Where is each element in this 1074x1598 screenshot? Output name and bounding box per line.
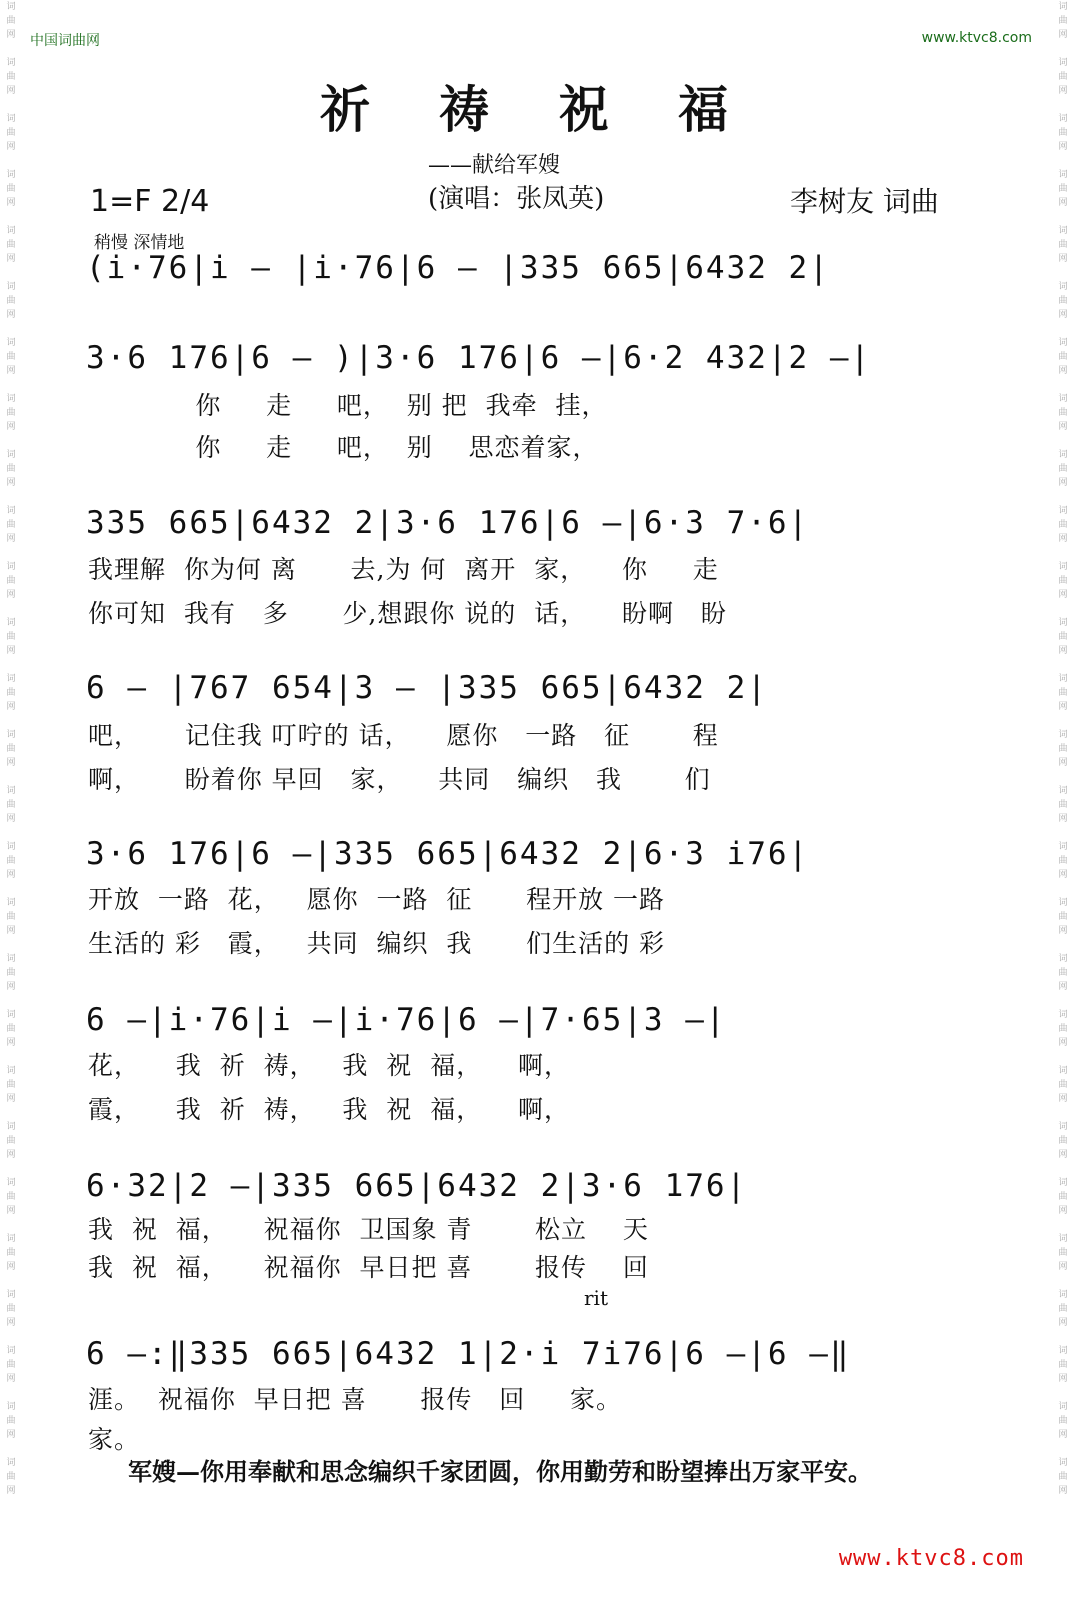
side-watermark-mark: 词 曲 网	[6, 282, 16, 320]
side-watermark-mark: 词 曲 网	[1058, 1122, 1068, 1160]
lyric-line-4a: 吧， 记住我 叮咛的 话， 愿你 一路 征 程	[88, 721, 719, 750]
side-watermark-mark: 词 曲 网	[1058, 674, 1068, 712]
side-watermark-left	[0, 0, 22, 1598]
side-watermark-mark: 词 曲 网	[6, 898, 16, 936]
notation-line-3: 335 665|6432 2|3·6 176|6 —|6·3 7·6|	[86, 505, 810, 541]
lyric-line-4b: 啊， 盼着你 早回 家， 共同 编织 我 们	[88, 765, 711, 794]
side-watermark-mark: 词 曲 网	[1058, 1458, 1068, 1496]
lyric-line-8b: 家。	[88, 1425, 141, 1454]
notation-line-5: 3·6 176|6 —|335 665|6432 2|6·3 i76|	[86, 836, 810, 872]
side-watermark-mark: 词 曲 网	[1058, 226, 1068, 264]
side-watermark-mark: 词 曲 网	[6, 506, 16, 544]
side-watermark-mark: 词 曲 网	[6, 58, 16, 96]
side-watermark-mark: 词 曲 网	[1058, 506, 1068, 544]
song-subtitle: ——献给军嫂	[428, 153, 561, 178]
notation-line-4: 6 — |767 654|3 — |335 665|6432 2|	[86, 670, 768, 706]
side-watermark-mark: 词 曲 网	[6, 1066, 16, 1104]
site-logo[interactable]: www.ktvc8.com	[838, 1546, 1024, 1571]
notation-line-1: (i·76|i — |i·76|6 — |335 665|6432 2|	[86, 250, 830, 286]
notation-line-2: 3·6 176|6 — )|3·6 176|6 —|6·2 432|2 —|	[86, 340, 872, 376]
side-watermark-mark: 词 曲 网	[1058, 1178, 1068, 1216]
lyric-line-5b: 生活的 彩 霞， 共同 编织 我 们生活的 彩	[88, 929, 666, 958]
side-watermark-mark: 词 曲 网	[1058, 394, 1068, 432]
side-watermark-mark: 词 曲 网	[1058, 1346, 1068, 1384]
side-watermark-mark: 词 曲 网	[1058, 114, 1068, 152]
side-watermark-mark: 词 曲 网	[1058, 786, 1068, 824]
notation-line-8: 6 —:‖335 665|6432 1|2·i 7i76|6 —|6 —‖	[86, 1336, 851, 1372]
side-watermark-mark: 词 曲 网	[6, 2, 16, 40]
side-watermark-mark: 词 曲 网	[1058, 170, 1068, 208]
side-watermark-mark: 词 曲 网	[1058, 1290, 1068, 1328]
site-url[interactable]: www.ktvc8.com	[921, 30, 1032, 46]
lyric-line-2a: 你 走 吧， 别 把 我牵 挂，	[88, 391, 608, 420]
side-watermark-mark: 词 曲 网	[6, 226, 16, 264]
side-watermark-mark: 词 曲 网	[1058, 954, 1068, 992]
notation-line-7: 6·32|2 —|335 665|6432 2|3·6 176|	[86, 1168, 748, 1204]
side-watermark-mark: 词 曲 网	[6, 1010, 16, 1048]
key-signature: 1=F 2/4	[90, 184, 210, 219]
side-watermark-mark: 词 曲 网	[6, 562, 16, 600]
site-name[interactable]: 中国词曲网	[30, 33, 100, 49]
side-watermark-mark: 词 曲 网	[1058, 282, 1068, 320]
side-watermark-mark: 词 曲 网	[1058, 1066, 1068, 1104]
side-watermark-right	[1052, 0, 1074, 1598]
side-watermark-mark: 词 曲 网	[1058, 338, 1068, 376]
side-watermark-mark: 词 曲 网	[6, 786, 16, 824]
side-watermark-mark: 词 曲 网	[1058, 450, 1068, 488]
side-watermark-mark: 词 曲 网	[1058, 1402, 1068, 1440]
side-watermark-mark: 词 曲 网	[6, 618, 16, 656]
lyric-line-7b: 我 祝 福， 祝福你 早日把 喜 报传 回	[88, 1253, 649, 1282]
side-watermark-mark: 词 曲 网	[1058, 1010, 1068, 1048]
side-watermark-mark: 词 曲 网	[6, 450, 16, 488]
side-watermark-mark: 词 曲 网	[6, 114, 16, 152]
side-watermark-mark: 词 曲 网	[1058, 842, 1068, 880]
lyric-line-7a: 我 祝 福， 祝福你 卫国象 青 松立 天	[88, 1215, 649, 1244]
side-watermark-mark: 词 曲 网	[6, 1290, 16, 1328]
side-watermark-mark: 词 曲 网	[1058, 730, 1068, 768]
side-watermark-mark: 词 曲 网	[6, 954, 16, 992]
lyric-line-8a: 涯。 祝福你 早日把 喜 报传 回 家。	[88, 1385, 622, 1414]
side-watermark-mark: 词 曲 网	[6, 1346, 16, 1384]
side-watermark-mark: 词 曲 网	[6, 842, 16, 880]
side-watermark-mark: 词 曲 网	[6, 674, 16, 712]
lyric-line-3b: 你可知 我有 多 少,想跟你 说的 话， 盼啊 盼	[88, 599, 727, 628]
song-title: 祈 祷 祝 福	[319, 80, 755, 139]
composer: 李树友 词曲	[790, 185, 939, 218]
side-watermark-mark: 词 曲 网	[6, 338, 16, 376]
side-watermark-mark: 词 曲 网	[6, 1458, 16, 1496]
side-watermark-mark: 词 曲 网	[1058, 618, 1068, 656]
lyric-line-2b: 你 走 吧， 别 思恋着家，	[88, 433, 599, 462]
side-watermark-mark: 词 曲 网	[6, 170, 16, 208]
side-watermark-mark: 词 曲 网	[6, 730, 16, 768]
side-watermark-mark: 词 曲 网	[1058, 58, 1068, 96]
side-watermark-mark: 词 曲 网	[6, 1234, 16, 1272]
lyric-line-6a: 花， 我 祈 祷， 我 祝 福， 啊，	[88, 1051, 570, 1080]
tempo-marking: 稍慢 深情地	[94, 233, 185, 253]
lyric-line-3a: 我理解 你为何 离 去,为 何 离开 家， 你 走	[88, 555, 719, 584]
side-watermark-mark: 词 曲 网	[1058, 562, 1068, 600]
ritardando-mark: rit	[584, 1286, 608, 1310]
footer-dedication: 军嫂—你用奉献和思念编织千家团圆，你用勤劳和盼望捧出万家平安。	[128, 1457, 872, 1486]
side-watermark-mark: 词 曲 网	[1058, 2, 1068, 40]
side-watermark-mark: 词 曲 网	[6, 1178, 16, 1216]
side-watermark-mark: 词 曲 网	[1058, 898, 1068, 936]
side-watermark-mark: 词 曲 网	[6, 1122, 16, 1160]
lyric-line-6b: 霞， 我 祈 祷， 我 祝 福， 啊，	[88, 1095, 570, 1124]
side-watermark-mark: 词 曲 网	[1058, 1234, 1068, 1272]
side-watermark-mark: 词 曲 网	[6, 1402, 16, 1440]
singer: (演唱：张凤英)	[428, 184, 605, 214]
notation-line-6: 6 —|i·76|i —|i·76|6 —|7·65|3 —|	[86, 1002, 727, 1038]
lyric-line-5a: 开放 一路 花， 愿你 一路 征 程开放 一路	[88, 885, 666, 914]
side-watermark-mark: 词 曲 网	[6, 394, 16, 432]
